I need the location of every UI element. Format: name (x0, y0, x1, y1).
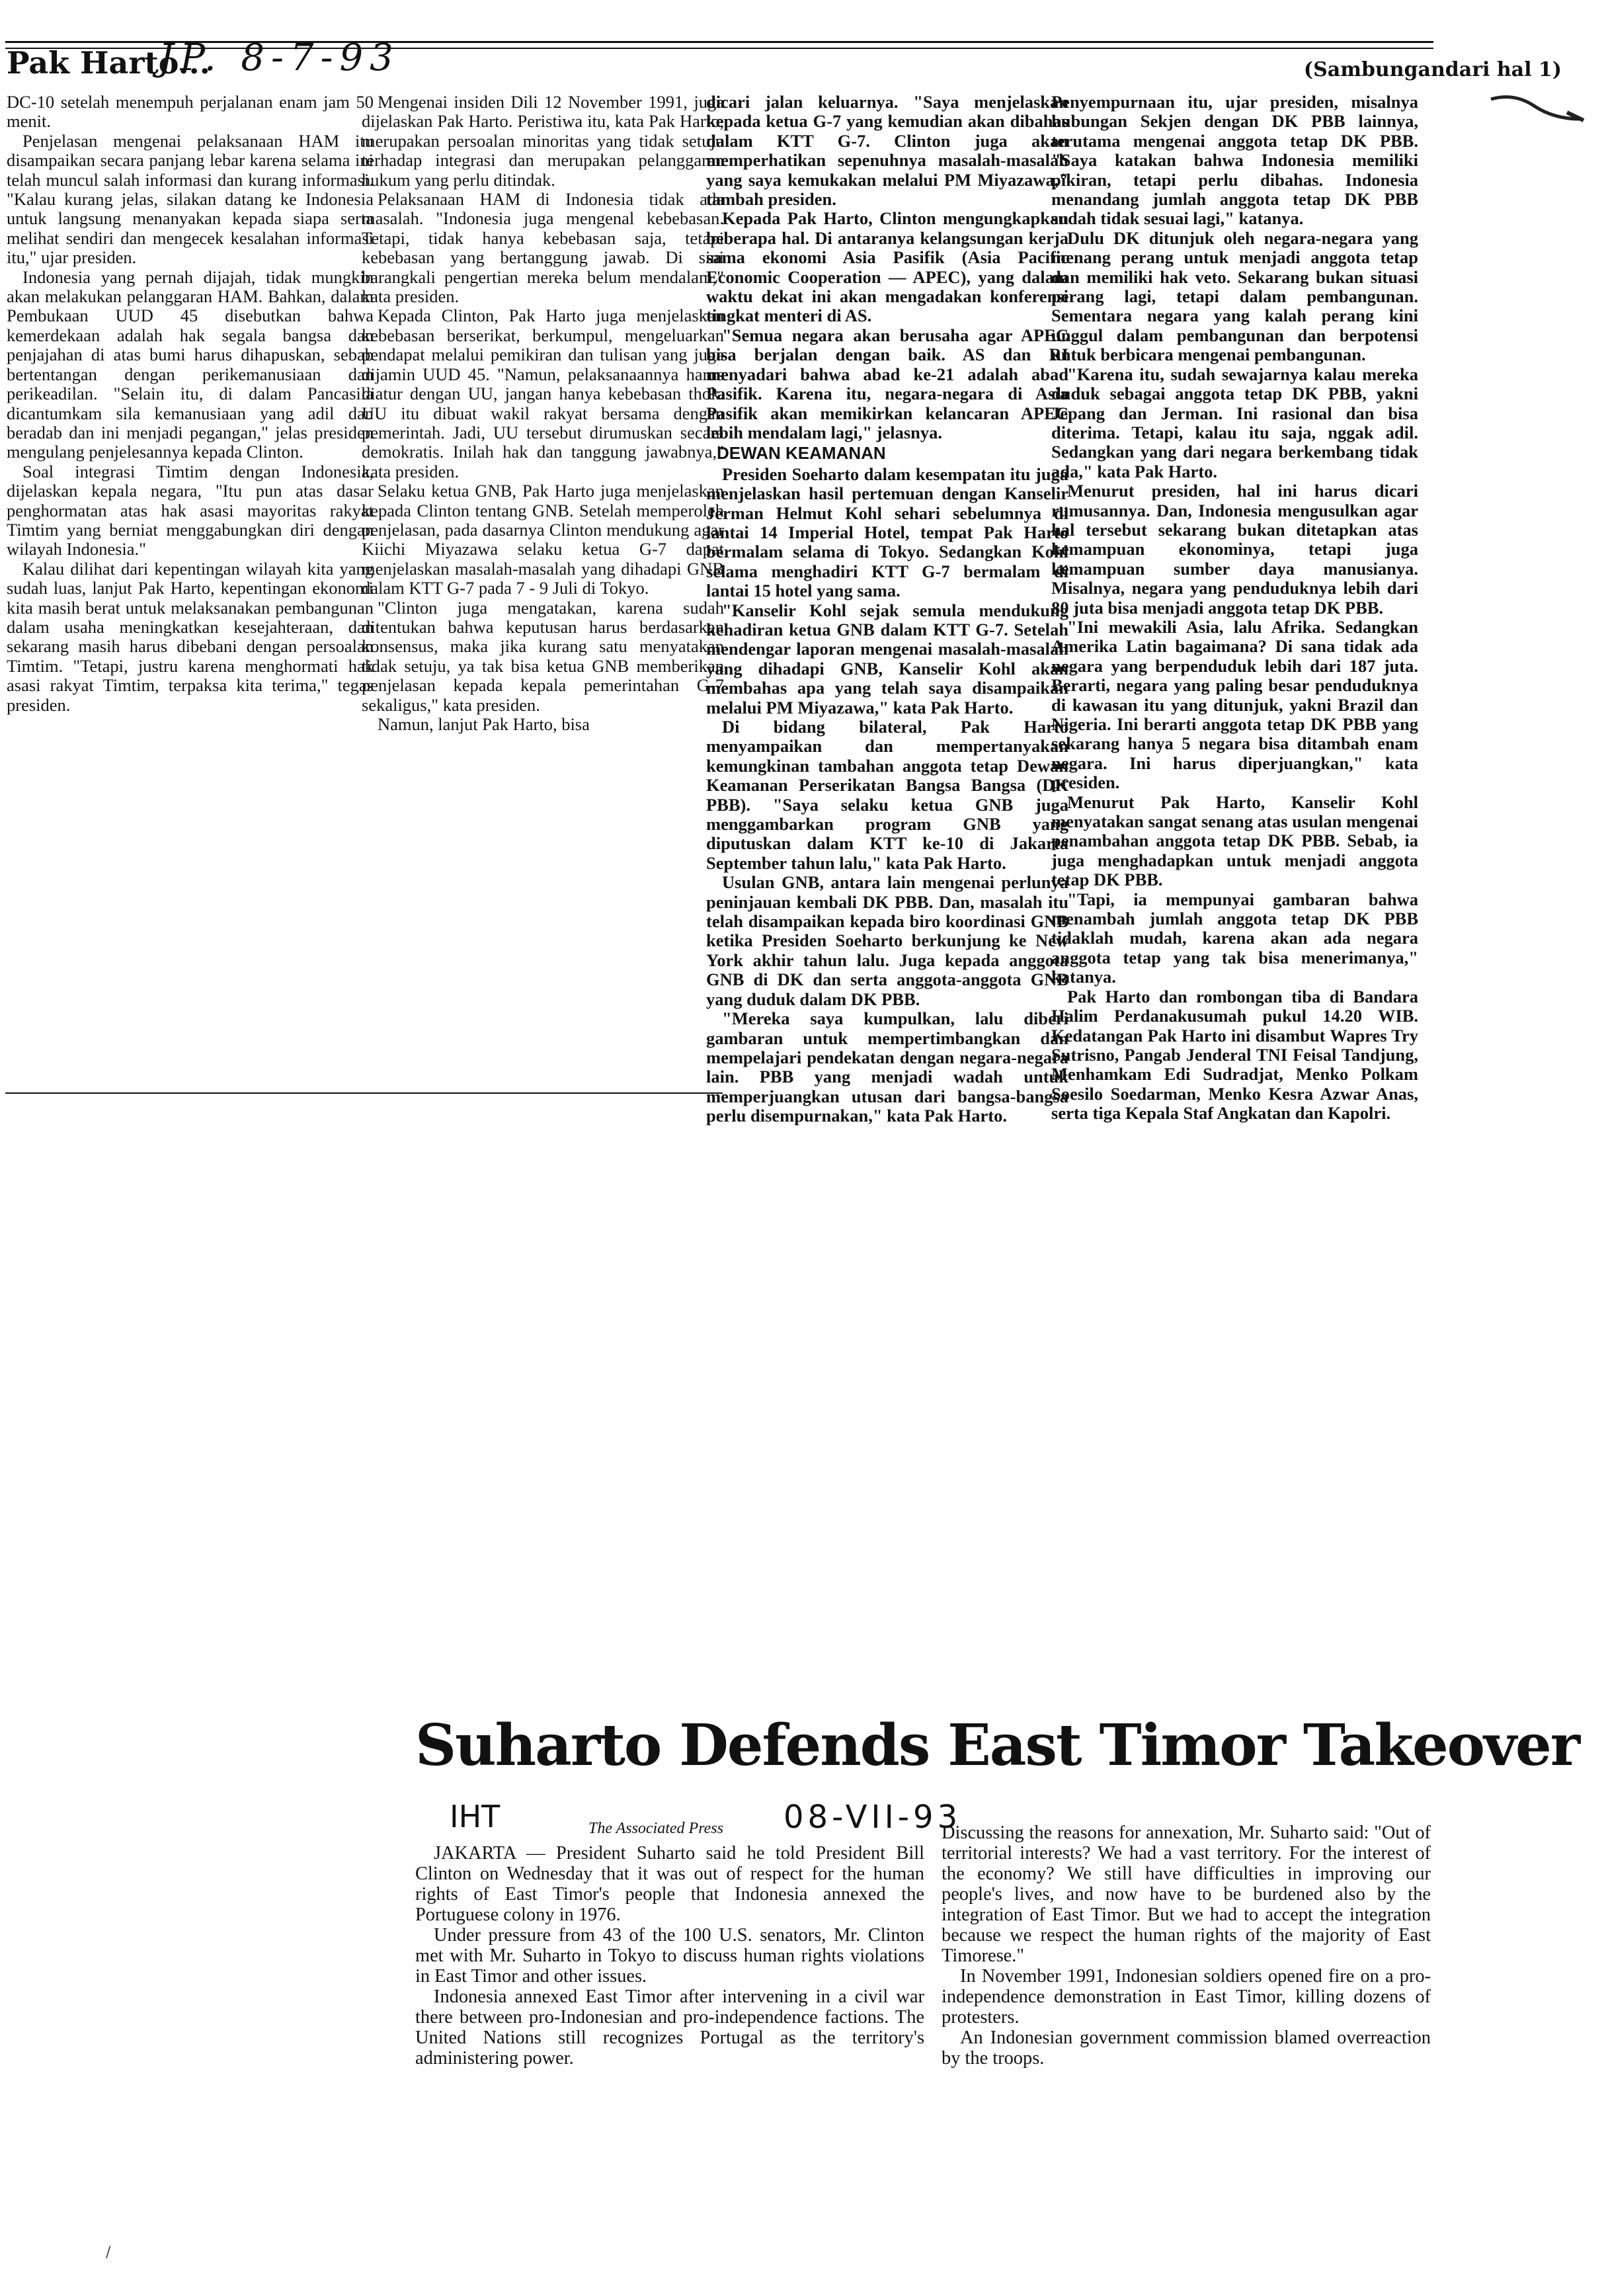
column-1 (7, 93, 374, 1088)
paragraph: "Tapi, ia mempunyai gambaran bahwa menambah jumlah anggota tetap DK PBB tidaklah mudah, karena akan ada negara anggota tetap yang tak bisa menerimanya," katanya. (1051, 889, 1418, 987)
paragraph: In November 1991, Indonesian soldiers opened fire on a pro-independence demonstration in East Timor, killing dozens of protesters. (942, 1966, 1431, 2028)
article-right-column (942, 1823, 1431, 2069)
paragraph: Pelaksanaan HAM di Indonesia tidak ada masalah. "Indonesia juga mengenal kebebasan. Tetapi, tidak hanya kebebasan saja, tetapi kebebasan yang bertanggung jawab. Di sini barangkali pengertian mereka belum mendalam," kata presiden. (362, 189, 724, 307)
paragraph: Presiden Soeharto dalam kesempatan itu juga menjelaskan hasil pertemuan dengan Kanselir Jerman Helmut Kohl sehari sebelumnya di lantai 14 Imperial Hotel, tempat Pak Harto bermalam selama di Tokyo. Sedangkan Kohl selama menghadiri KTT G-7 bermalam di lantai 15 hotel yang sama. (706, 464, 1068, 601)
paragraph: Kepada Pak Harto, Clinton mengungkapkan beberapa hal. Di antaranya kelangsungan kerja sama ekonomi Asia Pasifik (Asia Pacific Economic Cooperation — APEC), yang dalam waktu dekat ini akan mengadakan konferensi tingkat menteri di AS. (706, 208, 1068, 326)
stray-mark: / (106, 2244, 111, 2261)
paragraph: Soal integrasi Timtim dengan Indonesia, dijelaskan kepala negara, "Itu pun atas dasar penghormatan atas hak asasi mayoritas rakyat Timtim yang berniat menggabungkan diri dengan wilayah Indonesia." (7, 461, 374, 559)
paragraph: Penjelasan mengenai pelaksanaan HAM itu disampaikan secara panjang lebar karena selama ini telah muncul salah informasi dan kurang informasi. "Kalau kurang jelas, silakan datang ke Indonesia untuk langsung menanyakan kepada siapa serta melihat sendiri dan mengecek kesalahan informasi itu," ujar presiden. (7, 130, 374, 268)
paragraph: Indonesia yang pernah dijajah, tidak mungkin akan melakukan pelanggaran HAM. Bahkan, dalam Pembukaan UUD 45 disebutkan bahwa kemerdekaan adalah hak segala bangsa dan penjajahan di atas bumi harus dihapuskan, sebab bertentangan dengan perikemanusiaan dan perikeadilan. "Selain itu, di dalam Pancasila dicantumkam sila kemanusiaan yang adil dan beradab dan ini menjadi pegangan," jelas presiden mengulang penjelesannya kepada Clinton. (7, 266, 374, 462)
paragraph: Mengenai insiden Dili 12 November 1991, juga dijelaskan Pak Harto. Peristiwa itu, kata Pak Harto, merupakan persoalan minoritas yang tidak setuju terhadap integrasi dan merupakan pelanggaran hukum yang perlu ditindak. (362, 93, 724, 190)
paragraph: "Kanselir Kohl sejak semula mendukung kehadiran ketua GNB dalam KTT G-7. Setelah mendengar laporan mengenai masalah-masalah yang dihadapi GNB, Kanselir Kohl akan membahas apa yang telah saya disampaikan melalui PM Miyazawa," kata Pak Harto. (706, 600, 1068, 718)
paragraph: "Ini mewakili Asia, lalu Afrika. Sedangkan Amerika Latin bagaimana? Di sana tidak ada negara yang berpenduduk lebih dari 187 juta. Berarti, negara yang paling besar penduduknya di kawasan itu yang ditunjuk, yakni Brazil dan Nigeria. Ini berarti anggota tetap DK PBB yang sekarang hanya 5 negara bisa ditambah enam negara. Ini harus diperjuangkan," kata presiden. (1051, 616, 1418, 793)
paragraph: Discussing the reasons for annexation, Mr. Suharto said: "Out of territorial interests? We had a vast territory. For the interest of the economy? We still have difficulties in improving our people's lives, and now have to be burdened also by the integration of East Timor. But we had to accept the integration because we respect the human rights of the majority of East Timorese." (942, 1823, 1431, 1966)
column-3 (706, 93, 1068, 1693)
paragraph: Di bidang bilateral, Pak Harto menyampaikan dan mempertanyakan kemungkinan tambahan anggota tetap Dewan Keamanan Perserikatan Bangsa Bangsa (DK PBB). "Saya selaku ketua GNB juga menggambarkan program GNB yang diputuskan dalam KTT ke-10 di Jakarta September tahun lalu," kata Pak Harto. (706, 717, 1068, 873)
paragraph: Pak Harto dan rombongan tiba di Bandara Halim Perdanakusumah pukul 14.20 WIB. Kedatangan Pak Harto ini disambut Wapres Try Sutrisno, Pangab Jenderal TNI Feisal Tandjung, Menhamkam Edi Sudradjat, Menko Polkam Soesilo Soedarman, Menko Kesra Azwar Anas, serta tiga Kepala Staf Angkatan dan Kapolri. (1051, 986, 1418, 1124)
paragraph: Dulu DK ditunjuk oleh negara-negara yang menang perang untuk menjadi anggota tetap dan memiliki hak veto. Sekarang bukan situasi perang lagi, tetapi dalam pembangunan. Sementara negara yang kalah perang kini unggul dalam pembangunan dan berpotensi untuk berbicara mengenai pembangunan. (1051, 227, 1418, 365)
paragraph: "Semua negara akan berusaha agar APEC bisa berjalan dengan baik. AS dan RI menyadari bahwa abad ke-21 adalah abad Pasifik. Karena itu, negara-negara di Asia Pasifik akan memikirkan kelancaran APEC lebih mendalam lagi," jelasnya. (706, 325, 1068, 442)
paragraph: "Karena itu, sudah sewajarnya kalau mereka duduk sebagai anggota tetap DK PBB, yakni Jepang dan Jerman. Ini rasional dan bisa diterima. Tetapi, kalau itu saja, nggak adil. Sedangkan yang dari negara berkembang tidak ada," kata Pak Harto. (1051, 364, 1418, 481)
paragraph: Penyempurnaan itu, ujar presiden, misalnya hubungan Sekjen dengan DK PBB lainnya, terutama mengenai anggota tetap DK PBB. "Saya katakan bahwa Indonesia memiliki pikiran, tetapi perlu dibahas. Indonesia menandang jumlah anggota tetap DK PBB sudah tidak sesuai lagi," katanya. (1051, 93, 1418, 229)
handwritten-date: 08-VII-93 (784, 1799, 962, 1836)
paragraph: Namun, lanjut Pak Harto, bisa (378, 714, 590, 734)
article-title-indonesian: Pak Harto... (7, 45, 210, 81)
article-headline: Suharto Defends East Timor Takeover (415, 1712, 1580, 1779)
byline: The Associated Press (588, 1820, 723, 1837)
paragraph: "Mereka saya kumpulkan, lalu diberi gambaran untuk mempertimbangkan dan mempelajari pendekatan dengan negara-negara lain. PBB yang menjadi wadah untuk memperjuangkan utusan dari bangsa-bangsa perlu disempurnakan," kata Pak Harto. (706, 1008, 1068, 1126)
paragraph: Menurut Pak Harto, Kanselir Kohl menyatakan sangat senang atas usulan mengenai penambahan anggota tetap DK PBB. Sebab, ia juga menghadapkan untuk menjadi anggota tetap DK PBB. (1051, 792, 1418, 890)
continued-from-label: (Sambungandari hal 1) (1303, 58, 1562, 81)
subheading: DEWAN KEAMANAN (717, 443, 886, 464)
column-2 (362, 93, 724, 1088)
paragraph: dicari jalan keluarnya. "Saya menjelaskan kepada ketua G-7 yang kemudian akan dibahas dalam KTT G-7. Clinton juga akan memperhatikan sepenuhnya masalah-masalah yang saya kemukakan melalui PM Miyazawa," tambah presiden. (706, 93, 1068, 210)
paragraph: JAKARTA — President Suharto said he told President Bill Clinton on Wednesday that it was out of respect for the human rights of East Timor's people that Indonesia annexed the Portuguese colony in 1976. (415, 1843, 924, 1925)
paragraph: "Clinton juga mengatakan, karena sudah ditentukan bahwa keputusan harus berdasarkan konsensus, maka jika kurang satu menyatakan tidak setuju, ya tak bisa ketua GNB memberikan penjelasan kepada kepala pemerintahan G-7 sekaligus," kata presiden. (362, 597, 724, 715)
paragraph: Menurut presiden, hal ini harus dicari rumusannya. Dan, Indonesia mengusulkan agar hal tersebut sekarang bukan ditetapkan atas kemampuan ekonominya, tetapi juga kemampuan sumber daya manusianya. Misalnya, negara yang penduduknya lebih dari 80 juta bisa menjadi anggota tetap DK PBB. (1051, 481, 1418, 618)
paragraph: An Indonesian government commission blamed overreaction by the troops. (942, 2028, 1431, 2069)
paragraph: Usulan GNB, antara lain mengenai perlunya peninjauan kembali DK PBB. Dan, masalah itu telah disampaikan kepada biro koordinasi GNB ketika Presiden Soeharto berkunjung ke New York akhir tahun lalu. Juga kepada anggota GNB di DK dan serta anggota-anggota GNB yang duduk dalam DK PBB. (706, 872, 1068, 1009)
paragraph: Selaku ketua GNB, Pak Harto juga menjelaskan kepada Clinton tentang GNB. Setelah memperoleh penjelasan, pada dasarnya Clinton mendukung agar Kiichi Miyazawa selaku ketua G-7 dapat menjelaskan masalah-masalah yang dihadapi GNB dalam KTT G-7 pada 7 - 9 Juli di Tokyo. (362, 481, 724, 598)
paragraph: Kepada Clinton, Pak Harto juga menjelaskan kebebasan berserikat, berkumpul, mengeluarkan pendapat melalui pemikiran dan tulisan yang juga dijamin UUD 45. "Namun, pelaksanaannya harus diatur dengan UU, jangan hanya kebebasan thok. UU itu dibuat wakil rakyat bersama dengan pemerintah. Jadi, UU tersebut dirumuskan secara demokratis. Inilah hak dan tanggung jawabnya," kata presiden. (362, 306, 724, 481)
paragraph: Kalau dilihat dari kepentingan wilayah kita yang sudah luas, lanjut Pak Harto, kepentingan ekonomi kita masih berat untuk melaksanakan pembangunan dalam usaha meningkatkan kesejahteraan, dan sekarang masih harus dibebani dengan persoalan Timtim. "Tetapi, justru karena menghormati hak asasi rakyat Timtim, terpaksa kita terima," tegas presiden. (7, 558, 374, 715)
column-4 (1051, 93, 1418, 1693)
paragraph: Indonesia annexed East Timor after intervening in a civil war there between pro-Indonesian and pro-independence factions. The United Nations still recognizes Portugal as the territory's administering power. (415, 1987, 924, 2069)
paragraph: Under pressure from 43 of the 100 U.S. senators, Mr. Clinton met with Mr. Suharto in Tokyo to discuss human rights violations in East Timor and other issues. (415, 1925, 924, 1987)
article-left-column (415, 1843, 924, 2069)
handwritten-source-iht: IHT (450, 1799, 501, 1834)
section-rule-left (5, 1092, 723, 1094)
pen-scribble-mark (1488, 79, 1587, 132)
handwritten-date-jp: JP. 8-7-93 (159, 36, 400, 79)
paragraph: DC-10 setelah menempuh perjalanan enam jam 50 menit. (7, 93, 374, 132)
